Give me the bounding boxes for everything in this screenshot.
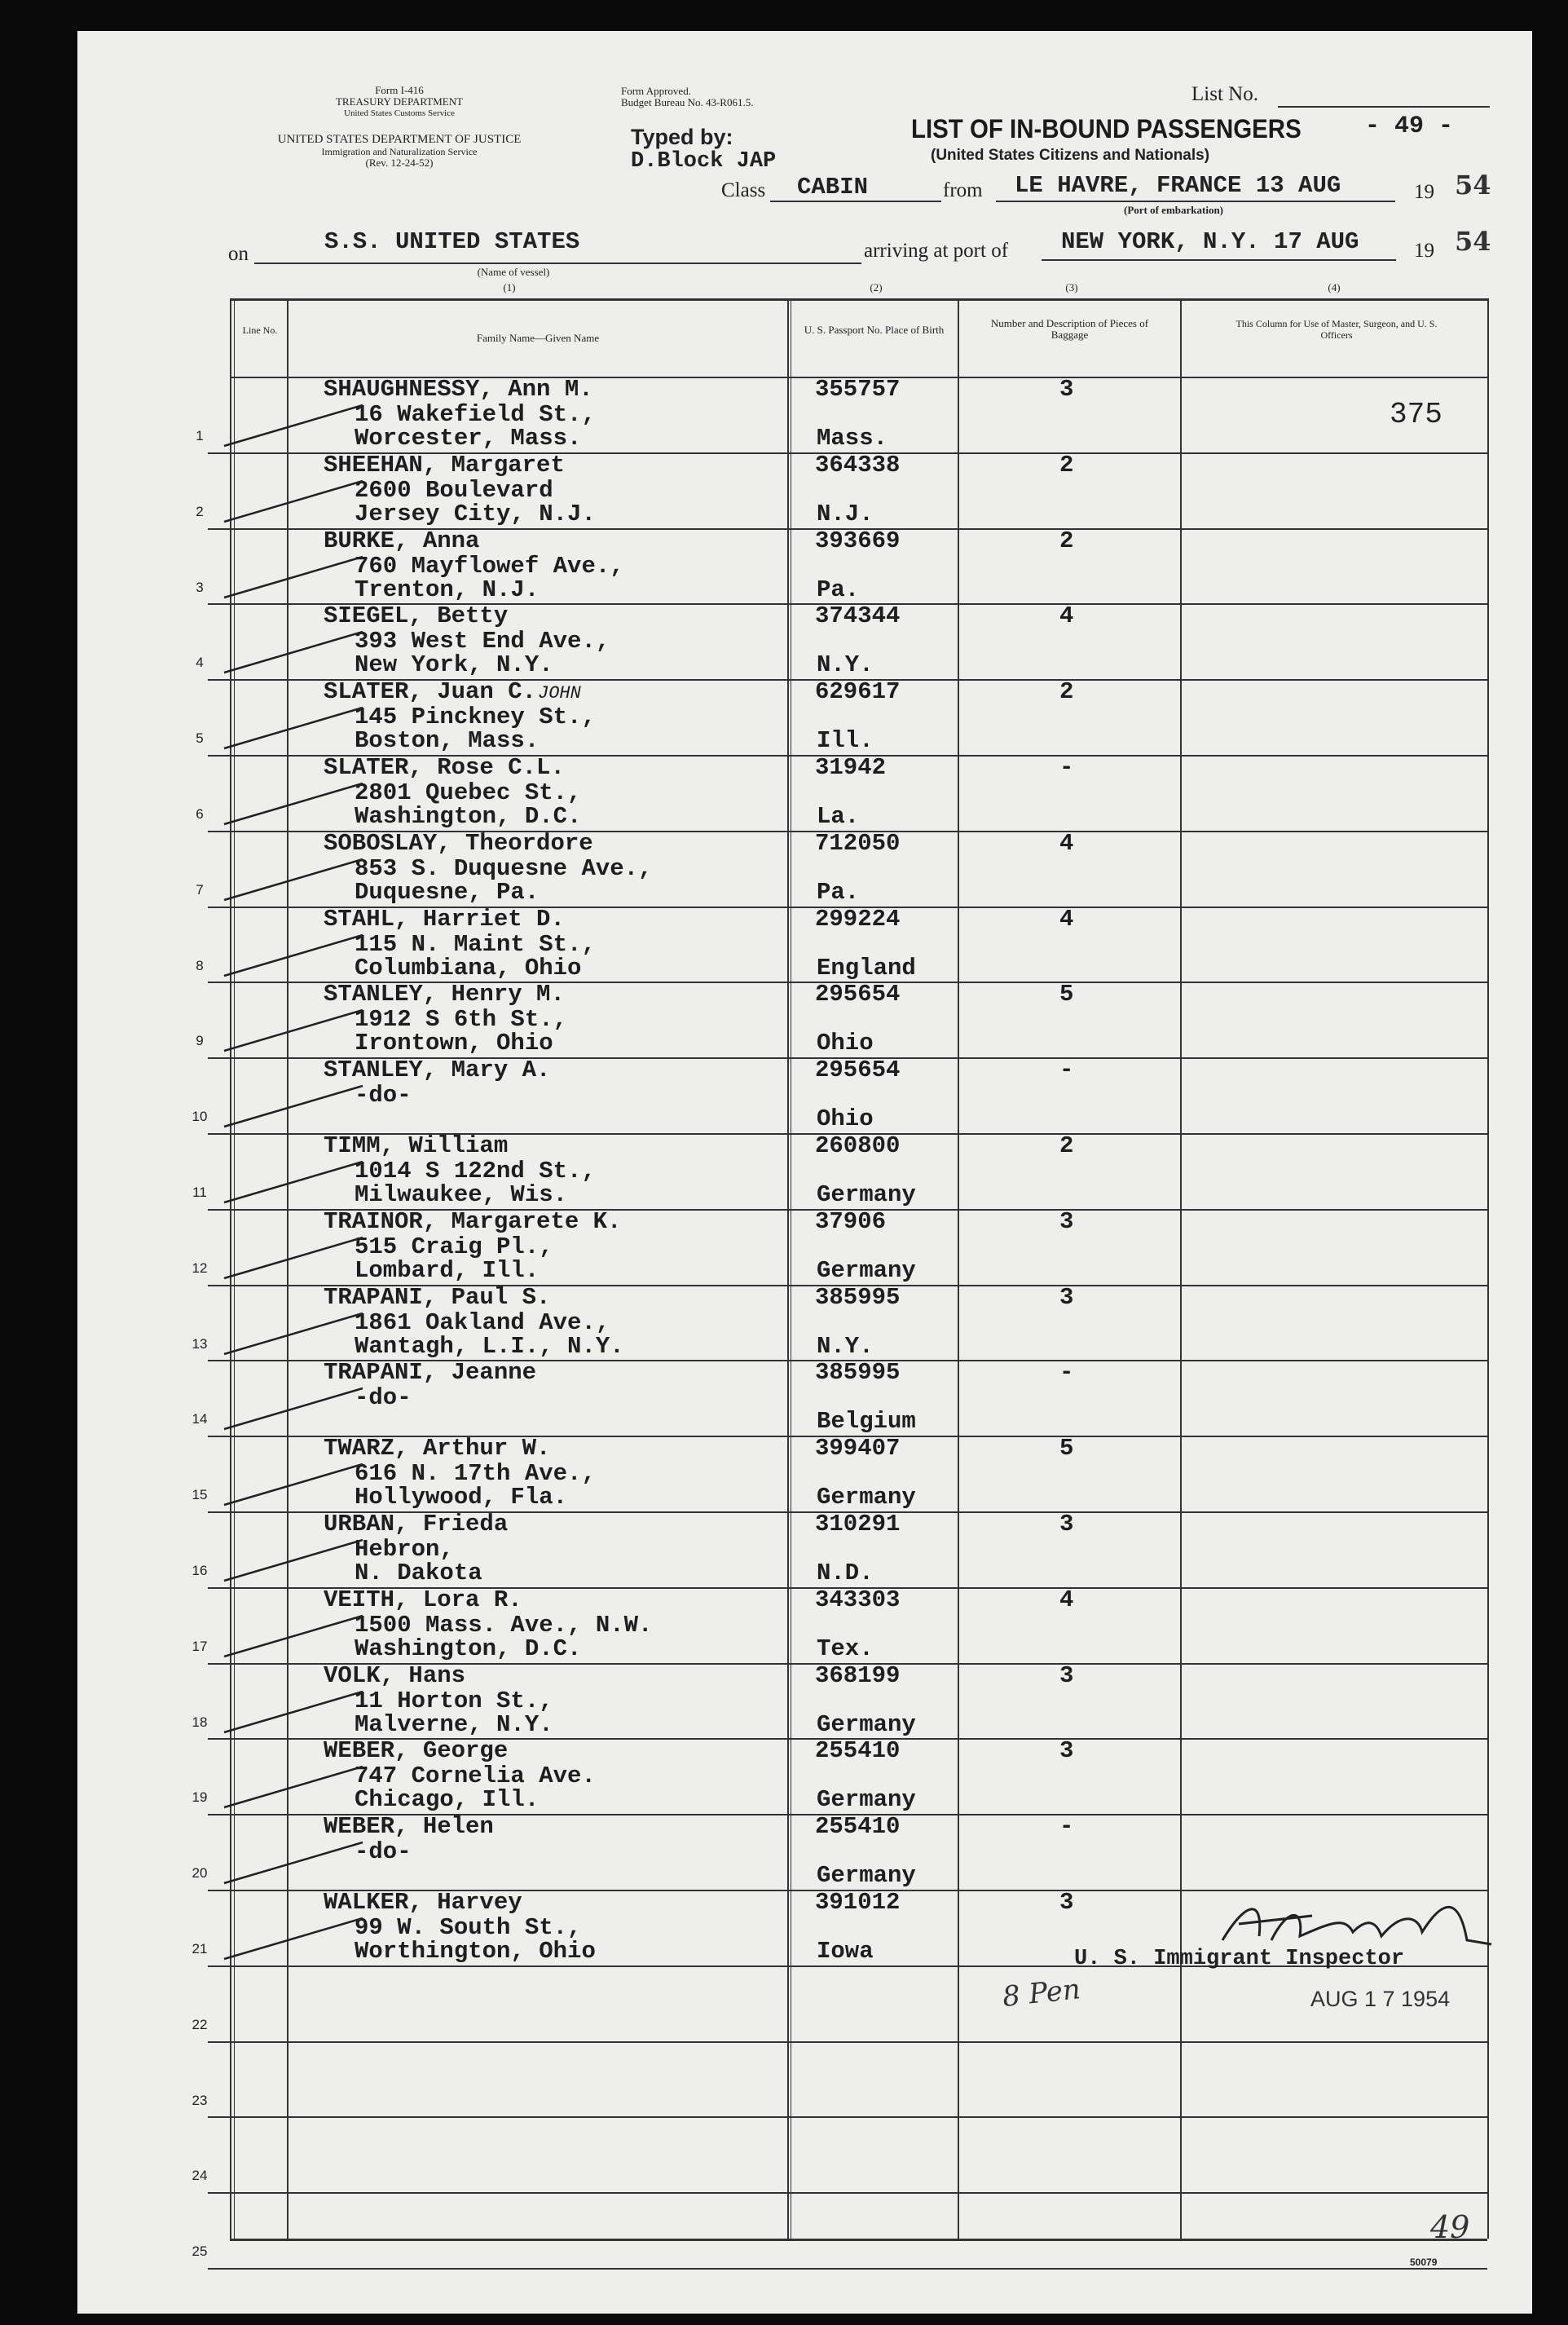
- list-number: - 49 -: [1365, 112, 1454, 140]
- baggage-count: 2: [1059, 451, 1074, 479]
- place-of-birth: N.J.: [817, 500, 874, 527]
- line-number: 10: [192, 1109, 208, 1125]
- address-line-2: Irontown, Ohio: [355, 1030, 553, 1057]
- from-year: 54: [1455, 170, 1491, 201]
- port-of-embarkation: LE HAVRE, FRANCE 13 AUG: [1015, 172, 1341, 199]
- passport-number: 260800: [815, 1132, 901, 1159]
- passport-number: 629617: [815, 678, 901, 706]
- customs-service: United States Customs Service: [344, 108, 455, 118]
- place-of-birth: Ill.: [817, 727, 874, 755]
- address-line-1: 1912 S 6th St.,: [355, 1006, 568, 1034]
- col-head-line: Line No.: [242, 324, 278, 336]
- passport-number: 399407: [815, 1435, 901, 1462]
- passenger-name: WEBER, Helen: [324, 1813, 494, 1841]
- place-of-birth: Germany: [817, 1181, 916, 1208]
- line-number: 24: [192, 2168, 208, 2184]
- place-of-birth: Mass.: [817, 425, 888, 452]
- baggage-count: 2: [1059, 1132, 1074, 1159]
- passport-number: 368199: [815, 1661, 901, 1689]
- address-line-1: 99 W. South St.,: [355, 1914, 582, 1941]
- passenger-name: STANLEY, Henry M.: [324, 981, 565, 1008]
- address-line-2: Hollywood, Fla.: [355, 1484, 568, 1511]
- check-mark: [220, 1460, 367, 1509]
- place-of-birth: N.Y.: [817, 651, 874, 679]
- address-line-1: 853 S. Duquesne Ave.,: [355, 854, 653, 882]
- passenger-name: TIMM, William: [324, 1132, 509, 1159]
- inspection-date-stamp: AUG 1 7 1954: [1310, 1987, 1451, 2011]
- address-line-2: Washington, D.C.: [355, 803, 582, 830]
- check-mark: [220, 931, 367, 980]
- passport-number: 343303: [815, 1586, 901, 1613]
- port-caption: (Port of embarkation): [1123, 204, 1224, 216]
- baggage-count: 3: [1059, 1661, 1074, 1689]
- class-label: Class: [721, 179, 766, 201]
- baggage-count: -: [1059, 1359, 1074, 1387]
- check-mark: [220, 1309, 367, 1358]
- vessel-name: S.S. UNITED STATES: [324, 228, 580, 255]
- address-line-2: Lombard, Ill.: [355, 1256, 540, 1284]
- address-line-1: 115 N. Maint St.,: [355, 930, 596, 958]
- line-number: 22: [192, 2016, 208, 2032]
- place-of-birth: Tex.: [817, 1635, 874, 1662]
- line-number: 5: [196, 730, 204, 747]
- address-line-1: 1014 S 122nd St.,: [355, 1158, 596, 1185]
- line-number: 18: [192, 1714, 208, 1730]
- passport-number: 712050: [815, 829, 901, 857]
- check-mark: [220, 779, 367, 828]
- line-number: 25: [192, 2243, 208, 2260]
- name-correction: JOHN: [538, 683, 581, 704]
- baggage-count: -: [1059, 1057, 1074, 1084]
- place-of-birth: Germany: [817, 1786, 916, 1814]
- line-number: 23: [192, 2092, 208, 2108]
- address-line-1: 393 West End Ave.,: [355, 628, 610, 655]
- row-divider: [208, 2192, 1487, 2194]
- line-number: 17: [192, 1638, 208, 1654]
- baggage-count: -: [1059, 754, 1074, 781]
- line-number: 4: [196, 655, 204, 671]
- passenger-name: TRAINOR, Margarete K.: [324, 1207, 622, 1235]
- vessel-caption: (Name of vessel): [477, 266, 550, 278]
- place-of-birth: N.Y.: [817, 1332, 874, 1360]
- typed-by: D.Block JAP: [631, 149, 777, 174]
- address-line-2: Washington, D.C.: [355, 1635, 582, 1662]
- ins-service: Immigration and Naturalization Service: [321, 146, 478, 157]
- col-head-passport: U. S. Passport No. Place of Birth: [804, 324, 945, 336]
- passport-number: 255410: [815, 1813, 901, 1841]
- baggage-count: 3: [1059, 376, 1074, 403]
- check-mark: [220, 1158, 367, 1207]
- justice-dept: UNITED STATES DEPARTMENT OF JUSTICE: [277, 133, 522, 146]
- address-line-1: 616 N. 17th Ave.,: [355, 1460, 596, 1488]
- arriving-label: arriving at port of: [864, 240, 1009, 262]
- passport-number: 385995: [815, 1359, 901, 1387]
- col-head-officers: This Column for Use of Master, Surgeon, and U. S. Officers: [1235, 318, 1438, 341]
- form-code: 50079: [1410, 2257, 1438, 2268]
- form-approved: Form Approved.: [621, 85, 691, 97]
- treasury-dept: TREASURY DEPARTMENT: [335, 95, 464, 108]
- line-number: 3: [196, 579, 204, 595]
- col-num-4: (4): [1328, 281, 1341, 293]
- class-value: CABIN: [797, 174, 869, 201]
- address-line-2: Trenton, N.J.: [355, 576, 540, 603]
- check-mark: [220, 553, 367, 602]
- line-number: 1: [196, 428, 204, 443]
- check-mark: [220, 401, 367, 450]
- table-top-border: [230, 298, 1487, 301]
- row-divider: [208, 2116, 1487, 2118]
- passport-number: 385995: [815, 1283, 901, 1311]
- line-number: 16: [192, 1563, 208, 1578]
- address-line-2: Milwaukee, Wis.: [355, 1181, 568, 1208]
- baggage-count: 3: [1059, 1511, 1074, 1538]
- address-line-2: N. Dakota: [355, 1560, 482, 1586]
- passenger-name: TRAPANI, Jeanne: [324, 1359, 537, 1387]
- check-mark: [220, 1612, 367, 1661]
- baggage-count: 5: [1059, 1435, 1074, 1462]
- baggage-count: -: [1059, 1813, 1074, 1841]
- line-number: 21: [192, 1941, 208, 1957]
- passport-number: 295654: [815, 1057, 901, 1084]
- revision: (Rev. 12-24-52): [365, 157, 434, 169]
- place-of-birth: England: [817, 954, 916, 982]
- line-number: 12: [192, 1260, 208, 1276]
- place-of-birth: Ohio: [817, 1105, 874, 1133]
- address-line-1: 1500 Mass. Ave., N.W.: [355, 1611, 653, 1639]
- address-line-2: Jersey City, N.J.: [355, 500, 596, 527]
- passport-number: 374344: [815, 602, 901, 630]
- passport-number: 255410: [815, 1737, 901, 1765]
- officer-note: 375: [1390, 398, 1442, 431]
- passenger-name: SHEEHAN, Margaret: [324, 451, 565, 479]
- arr-year-prefix: 19: [1414, 240, 1434, 262]
- passenger-name: SIEGEL, Betty: [324, 602, 509, 630]
- manifest-subtitle: (United States Citizens and Nationals): [931, 147, 1210, 164]
- manifest-title: LIST OF IN-BOUND PASSENGERS: [911, 114, 1302, 143]
- line-number: 8: [196, 957, 204, 973]
- baggage-count: 3: [1059, 1207, 1074, 1235]
- address-line-2: New York, N.Y.: [355, 651, 553, 679]
- passenger-name: SHAUGHNESSY, Ann M.: [324, 376, 593, 403]
- line-number: 7: [196, 881, 204, 898]
- address-line-1: Hebron,: [355, 1536, 454, 1563]
- line-number: 9: [196, 1033, 204, 1049]
- col-num-1: (1): [503, 281, 516, 293]
- passport-number: 31942: [815, 754, 887, 781]
- check-mark: [220, 1762, 367, 1811]
- check-mark: [220, 1006, 367, 1055]
- col-head-baggage: Number and Description of Pieces of Baggage: [990, 317, 1149, 341]
- passport-number: 299224: [815, 905, 901, 933]
- passenger-name: VOLK, Hans: [324, 1661, 466, 1689]
- check-mark: [220, 855, 367, 904]
- baggage-count: 4: [1059, 602, 1074, 630]
- passport-number: 310291: [815, 1511, 901, 1538]
- place-of-birth: N.D.: [817, 1560, 874, 1586]
- address-line-1: 1861 Oakland Ave.,: [355, 1308, 610, 1336]
- passenger-name: URBAN, Frieda: [324, 1511, 509, 1538]
- baggage-count: 4: [1059, 1586, 1074, 1613]
- check-mark: [220, 1384, 367, 1433]
- address-line-1: 145 Pinckney St.,: [355, 704, 596, 731]
- baggage-count: 3: [1059, 1283, 1074, 1311]
- address-line-1: -do-: [355, 1838, 412, 1866]
- line-number: 20: [192, 1865, 208, 1882]
- address-line-2: Wantagh, L.I., N.Y.: [355, 1332, 624, 1360]
- list-no-label: List No.: [1191, 83, 1258, 105]
- baggage-count: 2: [1059, 527, 1074, 554]
- passenger-name: SLATER, Rose C.L.: [324, 754, 565, 781]
- address-line-2: Malverne, N.Y.: [355, 1710, 553, 1738]
- place-of-birth: Ohio: [817, 1030, 874, 1057]
- address-line-1: 2600 Boulevard: [355, 476, 553, 504]
- address-line-1: -do-: [355, 1384, 412, 1412]
- passenger-name: STAHL, Harriet D.: [324, 905, 565, 933]
- row-divider: [208, 2268, 1487, 2270]
- passenger-name: STANLEY, Mary A.: [324, 1057, 551, 1084]
- passport-number: 37906: [815, 1207, 887, 1235]
- handwritten-page-number: 49: [1430, 2209, 1470, 2245]
- baggage-count: 5: [1059, 981, 1074, 1008]
- check-mark: [220, 1082, 367, 1131]
- check-mark: [220, 1233, 367, 1282]
- check-mark: [220, 704, 367, 752]
- address-line-2: Columbiana, Ohio: [355, 954, 582, 982]
- passport-number: 355757: [815, 376, 901, 403]
- on-label: on: [228, 243, 249, 265]
- address-line-2: Worthington, Ohio: [355, 1938, 596, 1965]
- baggage-count: 4: [1059, 905, 1074, 933]
- line-number: 6: [196, 806, 204, 822]
- from-label: from: [943, 179, 983, 201]
- place-of-birth: Germany: [817, 1710, 916, 1738]
- check-mark: [220, 1536, 367, 1585]
- passenger-name: WEBER, George: [324, 1737, 509, 1765]
- place-of-birth: Pa.: [817, 576, 860, 603]
- baggage-count: 2: [1059, 678, 1074, 706]
- check-mark: [220, 1688, 367, 1736]
- handwritten-baggage-note: 8 Pen: [1001, 1973, 1082, 2014]
- place-of-birth: Germany: [817, 1484, 916, 1511]
- address-line-2: Chicago, Ill.: [355, 1786, 540, 1814]
- passenger-name: VEITH, Lora R.: [324, 1586, 522, 1613]
- passport-number: 393669: [815, 527, 901, 554]
- baggage-count: 3: [1059, 1889, 1074, 1916]
- check-mark: [220, 1914, 367, 1963]
- line-number: 14: [192, 1411, 208, 1427]
- address-line-1: -do-: [355, 1082, 412, 1110]
- from-year-prefix: 19: [1414, 181, 1434, 203]
- passport-number: 364338: [815, 451, 901, 479]
- passenger-name: TWARZ, Arthur W.: [324, 1435, 551, 1462]
- line-number: 15: [192, 1487, 208, 1503]
- address-line-1: 515 Craig Pl.,: [355, 1233, 553, 1260]
- place-of-birth: Germany: [817, 1256, 916, 1284]
- place-of-birth: Iowa: [817, 1938, 874, 1965]
- col-num-2: (2): [870, 281, 883, 293]
- address-line-1: 11 Horton St.,: [355, 1687, 553, 1714]
- typed-by-label: Typed by:: [631, 125, 733, 149]
- check-mark: [220, 477, 367, 526]
- arrival-port: NEW YORK, N.Y. 17 AUG: [1061, 228, 1359, 255]
- arrival-year: 54: [1455, 226, 1491, 257]
- baggage-count: 4: [1059, 829, 1074, 857]
- passenger-name: TRAPANI, Paul S.: [324, 1283, 551, 1311]
- address-line-2: Worcester, Mass.: [355, 425, 582, 452]
- col-head-name: Family Name—Given Name: [476, 332, 600, 344]
- line-number: 11: [192, 1185, 207, 1200]
- address-line-1: 747 Cornelia Ave.: [355, 1762, 596, 1790]
- line-number: 19: [192, 1789, 208, 1806]
- passenger-name: BURKE, Anna: [324, 527, 480, 554]
- place-of-birth: La.: [817, 803, 860, 830]
- line-number: 2: [196, 503, 204, 519]
- col-num-3: (3): [1065, 281, 1078, 293]
- budget-bureau: Budget Bureau No. 43-R061.5.: [621, 96, 754, 108]
- place-of-birth: Pa.: [817, 878, 860, 906]
- passenger-name: SOBOSLAY, Theordore: [324, 829, 593, 857]
- passport-number: 295654: [815, 981, 901, 1008]
- passenger-name: WALKER, Harvey: [324, 1889, 522, 1916]
- baggage-count: 3: [1059, 1737, 1074, 1765]
- place-of-birth: Belgium: [817, 1408, 916, 1436]
- address-line-1: 2801 Quebec St.,: [355, 779, 582, 806]
- form-number: Form I-416: [375, 84, 424, 96]
- address-line-2: Boston, Mass.: [355, 727, 540, 755]
- address-line-1: 760 Mayflowef Ave.,: [355, 552, 624, 580]
- address-line-1: 16 Wakefield St.,: [355, 401, 596, 428]
- place-of-birth: Germany: [817, 1862, 916, 1890]
- check-mark: [220, 628, 367, 677]
- address-line-2: Duquesne, Pa.: [355, 878, 540, 906]
- check-mark: [220, 1838, 367, 1887]
- passport-number: 391012: [815, 1889, 901, 1916]
- row-divider: [208, 2041, 1487, 2043]
- line-number: 13: [192, 1335, 208, 1352]
- passenger-name: SLATER, Juan C.: [324, 678, 537, 706]
- inspector-title: U. S. Immigrant Inspector: [1074, 1947, 1405, 1971]
